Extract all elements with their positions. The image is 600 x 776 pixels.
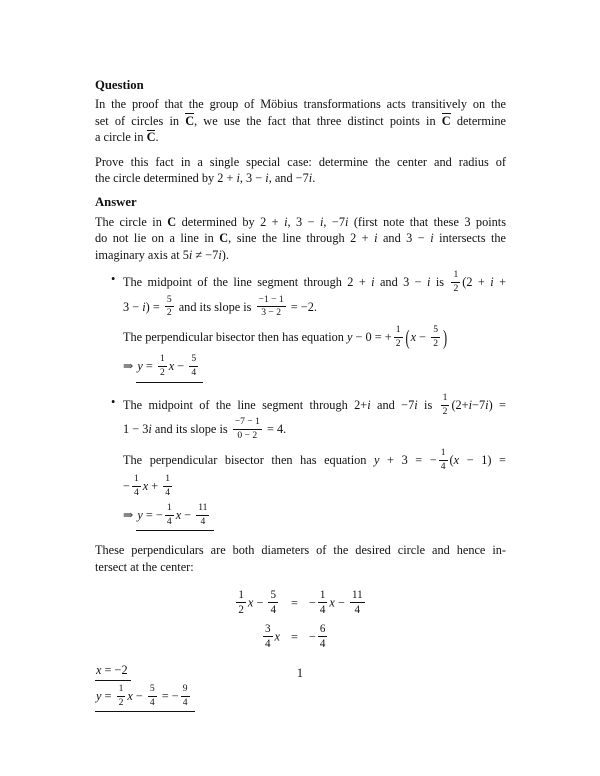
text-line	[123, 271, 506, 295]
text-run: ) =	[145, 299, 163, 314]
fraction-numerator: 3	[263, 623, 273, 637]
fraction	[132, 474, 141, 498]
text-run: −	[181, 507, 195, 522]
fraction-denominator: 2	[395, 337, 401, 349]
text-run: + 3 = −	[379, 452, 437, 467]
big-paren: )	[443, 325, 448, 350]
fraction	[181, 684, 190, 708]
overline-bold-c-symbol: C	[441, 113, 451, 128]
text-run: and 3 −	[377, 231, 431, 246]
math-variable: x	[96, 662, 102, 677]
fraction-numerator: −7 − 1	[233, 417, 262, 430]
text-run: − 0 = +	[352, 330, 392, 345]
math-variable: i	[414, 398, 418, 412]
fraction-denominator: 2	[442, 405, 448, 417]
math-variable: y	[374, 452, 380, 467]
math-variable: i	[319, 214, 324, 229]
bold-symbol: Answer	[95, 195, 137, 210]
equals-relation: =	[291, 596, 298, 611]
document-content	[95, 77, 506, 712]
fraction	[318, 589, 328, 617]
text-run: and 3 −	[374, 275, 428, 290]
text-run: The midpoint of the line segment through 2 +	[123, 275, 372, 290]
fraction-numerator: 1	[439, 448, 448, 461]
text-run: the circle determined by 2 +	[95, 171, 237, 186]
fraction-numerator: 1	[117, 684, 126, 697]
bold-symbol: Question	[95, 78, 144, 92]
text-run: − 1) =	[459, 452, 506, 467]
text-line	[95, 247, 506, 263]
math-variable: i	[344, 214, 349, 229]
text-run: and its slope is	[175, 299, 255, 314]
fraction-denominator: 4	[191, 367, 197, 379]
text-line	[95, 685, 506, 712]
overline-bold-c-symbol: C	[146, 130, 156, 145]
text-run: (	[449, 452, 454, 467]
text-run: ) =	[488, 398, 506, 412]
fraction-numerator: 1	[318, 589, 328, 603]
text-run: , we use the fact that three distinct points in	[194, 113, 442, 128]
text-run: determined by 2 +	[176, 214, 285, 229]
text-run: 1 − 3	[123, 422, 149, 437]
text-run: a circle in	[95, 130, 147, 145]
text-run: , and −7	[268, 171, 309, 186]
equation-right-side	[309, 590, 367, 618]
fraction-numerator: 11	[196, 503, 209, 516]
text-line	[95, 129, 506, 145]
text-run: −	[174, 359, 188, 374]
text-run: is	[417, 398, 439, 412]
fraction	[439, 448, 448, 472]
bullet-content	[123, 391, 506, 531]
fraction-denominator: 4	[166, 515, 172, 527]
bullet-item-1	[95, 271, 506, 383]
text-run: and −7	[370, 398, 415, 412]
text-line	[123, 418, 506, 442]
text-run: .	[155, 130, 159, 145]
fraction-numerator: 5	[431, 325, 440, 338]
math-variable: i	[308, 171, 313, 186]
fraction	[189, 354, 198, 378]
text-run: The perpendicular bisector then has equation	[123, 452, 375, 467]
equation-right-side	[309, 624, 329, 652]
text-run: (2+	[451, 398, 469, 412]
text-run: =	[101, 689, 115, 704]
text-line	[123, 446, 506, 473]
fraction-denominator: 2	[166, 307, 172, 319]
fraction	[350, 589, 365, 617]
text-line	[95, 96, 506, 112]
math-variable: x	[127, 689, 133, 704]
center-paragraph	[95, 542, 506, 575]
math-variable: x	[168, 359, 175, 374]
fraction-numerator: 1	[158, 354, 167, 367]
fraction	[451, 270, 460, 294]
fraction-denominator: 4	[149, 696, 155, 708]
fraction-denominator: 0 − 2	[237, 430, 258, 442]
math-variable: i	[142, 299, 146, 314]
text-line	[123, 501, 506, 531]
text-run: = 4.	[263, 422, 287, 437]
text-run: −	[308, 629, 316, 644]
math-variable: i	[265, 171, 269, 186]
text-run: set of circles in	[95, 113, 186, 128]
bullet-content	[123, 271, 506, 383]
fraction-denominator: 4	[265, 638, 271, 651]
fraction	[196, 503, 209, 527]
fraction-denominator: 2	[433, 337, 438, 349]
fraction-numerator: 6	[318, 623, 328, 637]
fraction	[165, 295, 174, 319]
text-run: tersect at the center:	[95, 559, 194, 574]
text-run: , −7	[323, 214, 345, 229]
text-line	[123, 293, 506, 320]
fraction-numerator: 9	[181, 684, 190, 697]
text-run: −	[416, 330, 430, 345]
fraction-denominator: 4	[200, 515, 206, 527]
text-line	[95, 170, 506, 186]
fraction	[233, 417, 262, 441]
math-variable: x	[274, 629, 280, 644]
text-run: and its slope is	[151, 422, 231, 437]
text-run: −	[253, 595, 267, 610]
fraction-denominator: 4	[354, 604, 361, 617]
underlined-expression	[95, 685, 195, 712]
text-line	[95, 113, 506, 129]
fraction	[394, 325, 403, 349]
text-run: In the proof that the group of Möbius transformations acts transitively on the	[95, 97, 506, 112]
text-line	[95, 559, 506, 575]
math-variable: x	[453, 452, 460, 467]
fraction-denominator: 2	[159, 367, 165, 379]
text-run: These perpendiculars are both diameters of the desired circle and hence in-	[95, 543, 506, 558]
underlined-expression	[136, 355, 203, 382]
fraction	[257, 295, 286, 319]
math-variable: i	[284, 214, 288, 229]
bold-symbol: C	[219, 231, 229, 246]
text-run: (2 +	[462, 275, 491, 290]
math-variable: i	[218, 247, 222, 262]
text-run: The perpendicular bisector then has equation	[123, 330, 347, 345]
text-line	[95, 154, 506, 170]
text-run: ⇒	[123, 359, 137, 374]
text-run: = −	[142, 507, 163, 522]
fraction	[263, 623, 273, 651]
equation-left-side	[261, 624, 280, 652]
fraction-numerator: 5	[148, 684, 157, 697]
text-run: The circle in	[95, 214, 168, 229]
overline-bold-c-symbol: C	[185, 113, 195, 128]
text-run: +	[493, 275, 507, 290]
fraction-numerator: −1 − 1	[257, 295, 286, 308]
text-run: −	[334, 595, 348, 610]
fraction-denominator: 4	[319, 604, 326, 617]
equation-align	[95, 590, 506, 652]
text-run: , sine the line through 2 +	[228, 231, 375, 246]
fraction	[318, 623, 328, 651]
fraction-numerator: 11	[350, 589, 365, 603]
question-paragraph	[95, 96, 506, 145]
bullet-item-2	[95, 391, 506, 531]
text-run: ⇒	[123, 507, 137, 522]
fraction-numerator: 1	[163, 474, 172, 487]
fraction-numerator: 1	[394, 325, 403, 338]
fraction-denominator: 4	[270, 604, 276, 617]
fraction-denominator: 4	[133, 487, 139, 499]
math-variable: i	[490, 275, 494, 290]
fraction	[268, 589, 278, 617]
text-run: determine	[450, 113, 506, 128]
bold-symbol: C	[167, 214, 177, 229]
fraction-numerator: 1	[441, 393, 450, 406]
text-run: =	[142, 359, 156, 374]
text-line	[95, 214, 506, 230]
text-run: −	[123, 479, 130, 494]
fraction	[431, 325, 440, 349]
fraction-numerator: 1	[451, 270, 460, 283]
text-run: −	[132, 689, 146, 704]
math-variable: i	[148, 422, 152, 437]
text-run: = −2	[101, 662, 128, 677]
bullet-icon: •	[111, 394, 116, 409]
text-run: −	[308, 595, 316, 610]
math-variable: x	[410, 330, 417, 345]
math-variable: i	[374, 231, 378, 246]
math-variable: i	[367, 398, 371, 412]
text-line	[123, 326, 506, 350]
fraction	[117, 684, 126, 708]
math-variable: y	[137, 507, 143, 522]
fraction-numerator: 1	[165, 503, 174, 516]
math-variable: y	[96, 689, 102, 704]
text-run: intersects the	[433, 231, 506, 246]
fraction	[441, 393, 450, 417]
math-variable: y	[137, 359, 143, 374]
fraction-numerator: 5	[165, 295, 174, 308]
math-variable: i	[430, 231, 434, 246]
prove-paragraph	[95, 154, 506, 187]
text-line	[95, 230, 506, 246]
text-line	[95, 542, 506, 558]
fraction	[158, 354, 167, 378]
fraction	[163, 474, 172, 498]
equals-relation: =	[291, 630, 298, 645]
text-run: = −	[158, 689, 179, 704]
text-run: is	[430, 275, 450, 290]
fraction-numerator: 5	[268, 589, 278, 603]
equation-left-side	[234, 590, 280, 618]
math-variable: i	[468, 398, 473, 412]
fraction-numerator: 1	[236, 589, 246, 603]
math-variable: x	[142, 479, 149, 494]
math-variable: i	[236, 171, 240, 186]
text-run: = −2.	[287, 299, 317, 314]
text-run: The midpoint of the line segment through 2+	[123, 398, 368, 412]
answer-heading	[95, 194, 506, 210]
text-run: , 3 −	[287, 214, 320, 229]
fraction-numerator: 1	[132, 474, 141, 487]
math-variable: i	[427, 275, 431, 290]
answer-paragraph	[95, 214, 506, 263]
fraction-denominator: 3 − 2	[261, 307, 282, 319]
fraction-denominator: 2	[453, 282, 459, 294]
text-line	[123, 391, 506, 418]
text-line	[123, 355, 506, 382]
text-run: (first note that these 3 points	[348, 214, 506, 229]
fraction	[236, 589, 246, 617]
fraction	[165, 503, 174, 527]
question-heading	[95, 77, 506, 93]
math-variable: x	[175, 507, 182, 522]
fraction-numerator: 5	[189, 354, 198, 367]
text-run: ).	[221, 247, 229, 262]
math-variable: i	[485, 398, 489, 412]
underlined-expression	[136, 501, 214, 531]
text-run: −7	[472, 398, 486, 412]
text-run: , 3 −	[239, 171, 266, 186]
text-run: imaginary axis at 5	[95, 247, 189, 262]
fraction-denominator: 4	[440, 460, 446, 472]
fraction-denominator: 4	[165, 487, 171, 499]
fraction	[148, 684, 157, 708]
bullet-icon: •	[111, 272, 116, 287]
fraction-denominator: 4	[182, 696, 188, 708]
math-variable: y	[347, 330, 353, 345]
text-run: Prove this fact in a single special case: determine the center and radius of	[95, 154, 506, 169]
fraction-denominator: 4	[319, 638, 326, 651]
text-run: 3 −	[123, 299, 143, 314]
fraction-denominator: 2	[238, 604, 244, 617]
math-variable: i	[188, 247, 193, 262]
big-paren: (	[405, 325, 410, 350]
math-variable: i	[371, 275, 375, 290]
page-number: 1	[296, 666, 304, 680]
math-variable: x	[329, 595, 335, 610]
text-line	[123, 475, 506, 499]
text-run: +	[148, 479, 162, 494]
text-run: ≠ −7	[192, 247, 219, 262]
text-run: do not lie on a line in	[95, 231, 220, 246]
text-run: .	[312, 171, 316, 186]
fraction-denominator: 2	[118, 696, 124, 708]
math-variable: x	[247, 595, 254, 610]
